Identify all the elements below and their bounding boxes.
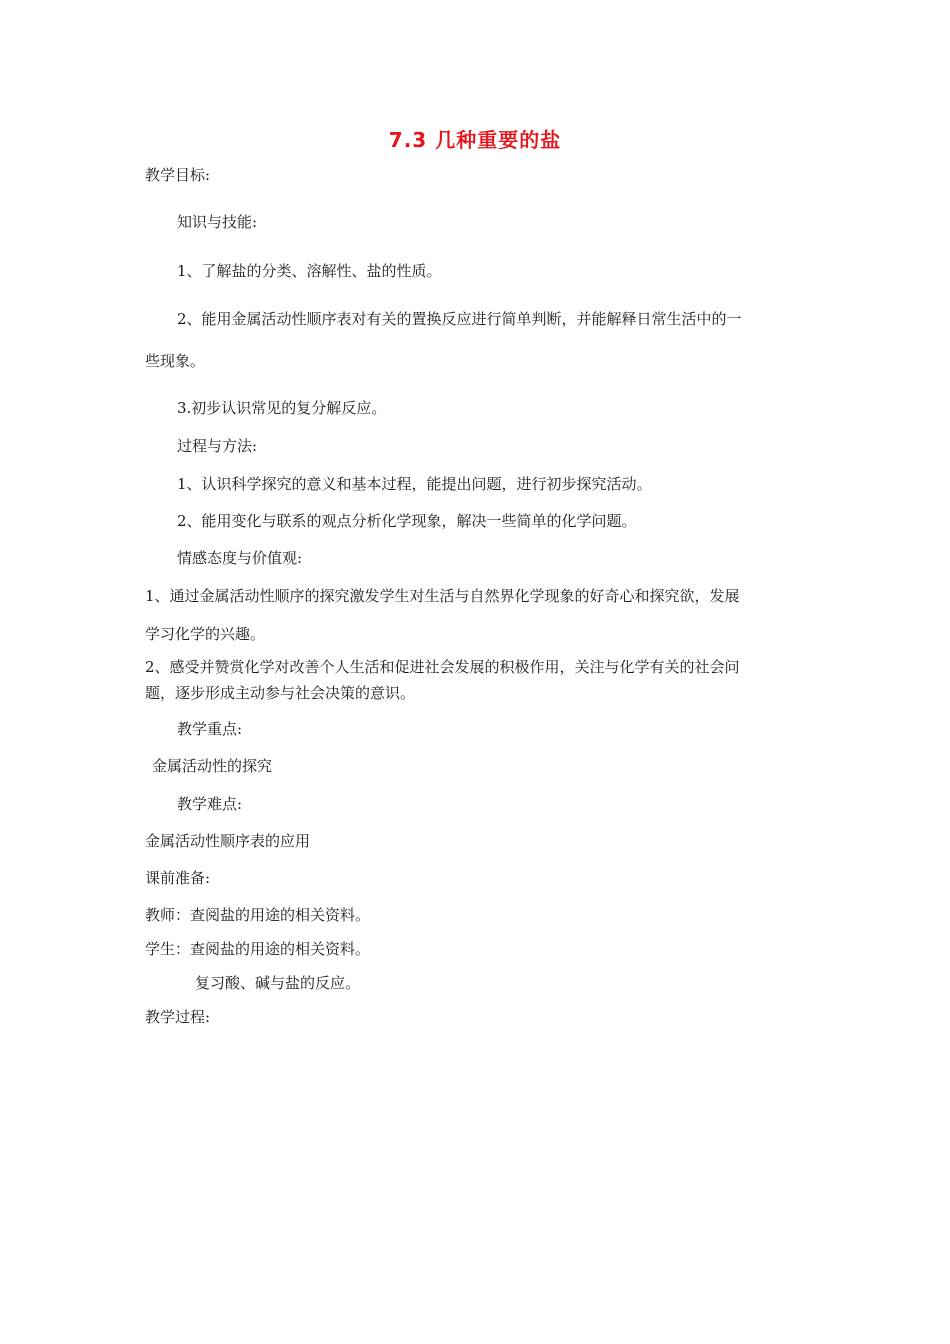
text-line-attitudes: 情感态度与价值观: <box>177 549 303 567</box>
text-line-attitude-1: 1、通过金属活动性顺序的探究激发学生对生活与自然界化学现象的好奇心和探究欲，发展 <box>145 587 740 605</box>
text-line-process-2: 2、能用变化与联系的观点分析化学现象，解决一些简单的化学问题。 <box>177 512 637 530</box>
text-line-goal-3: 3.初步认识常见的复分解反应。 <box>177 399 387 417</box>
text-line-teacher-prep: 教师：查阅盐的用途的相关资料。 <box>145 906 371 924</box>
text-line-key-point-1: 金属活动性的探究 <box>152 757 273 775</box>
text-line-key-points: 教学重点: <box>177 720 243 738</box>
text-line-knowledge-skills: 知识与技能: <box>177 213 258 231</box>
text-line-attitude-2-cont: 题，逐步形成主动参与社会决策的意识。 <box>145 684 416 702</box>
text-line-goal-2-cont: 些现象。 <box>145 352 206 370</box>
text-line-attitude-2: 2、感受并赞赏化学对改善个人生活和促进社会发展的积极作用，关注与化学有关的社会问 <box>145 658 740 676</box>
text-line-attitude-1-cont: 学习化学的兴趣。 <box>145 625 266 643</box>
text-line-goal-2: 2、能用金属活动性顺序表对有关的置换反应进行简单判断，并能解释日常生活中的一 <box>177 310 742 328</box>
text-line-teaching-process: 教学过程: <box>145 1008 211 1026</box>
text-line-student-prep: 学生：查阅盐的用途的相关资料。 <box>145 940 371 958</box>
text-line-preparation: 课前准备: <box>145 869 211 887</box>
text-line-goal-1: 1、了解盐的分类、溶解性、盐的性质。 <box>177 262 442 280</box>
text-line-process-1: 1、认识科学探究的意义和基本过程，能提出问题，进行初步探究活动。 <box>177 475 652 493</box>
document-title: 7.3 几种重要的盐 <box>388 128 562 152</box>
text-line-teaching-goals: 教学目标: <box>145 166 211 184</box>
text-line-difficulty-1: 金属活动性顺序表的应用 <box>145 832 311 850</box>
text-line-student-review: 复习酸、碱与盐的反应。 <box>195 974 361 992</box>
text-line-process-methods: 过程与方法: <box>177 437 258 455</box>
text-line-difficulties: 教学难点: <box>177 795 243 813</box>
